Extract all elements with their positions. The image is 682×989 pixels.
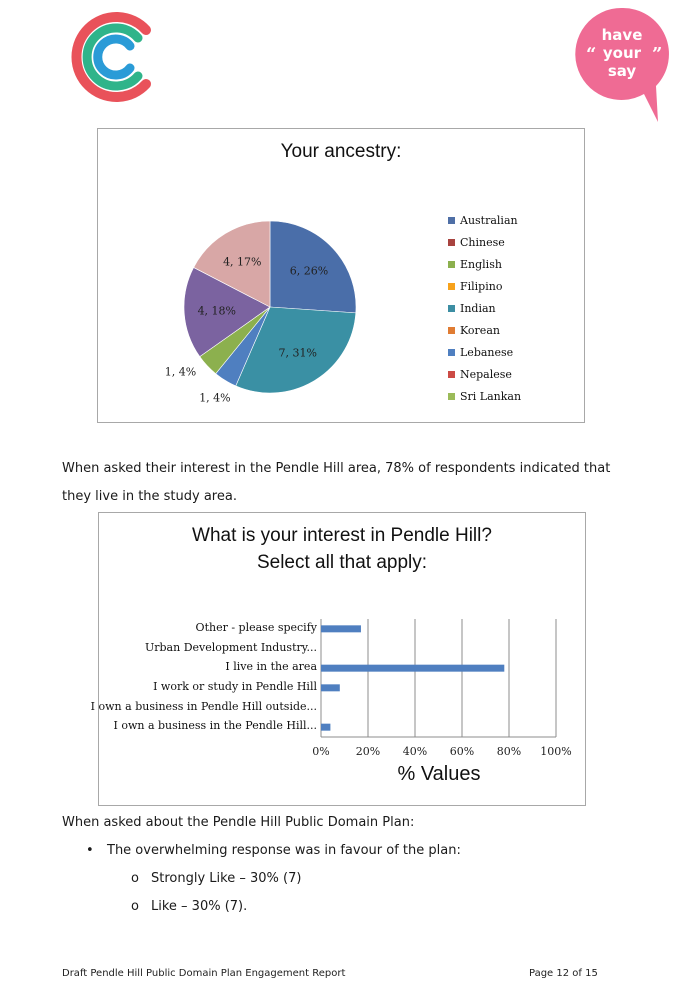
category-label: I own a business in the Pendle Hill...: [113, 719, 317, 733]
svg-text:your: your: [602, 44, 642, 62]
category-label: I work or study in Pendle Hill: [153, 679, 317, 693]
pie-data-label: 6, 26%: [289, 264, 329, 278]
sub-bullet-marker-1: o: [131, 871, 139, 886]
x-tick-label: 80%: [496, 745, 522, 758]
x-tick-label: 0%: [312, 745, 330, 758]
have-your-say-logo: [572, 6, 672, 126]
legend-swatch: [448, 371, 455, 378]
svg-text:have: have: [601, 26, 643, 44]
svg-text:“: “: [586, 44, 597, 65]
interest-chart: [90, 512, 586, 806]
sub-bullet-strongly-like: Strongly Like – 30% (7): [151, 871, 302, 886]
legend-label: Chinese: [460, 235, 505, 249]
legend-swatch: [448, 305, 455, 312]
legend-item: [448, 343, 513, 361]
legend-item: [448, 255, 502, 273]
footer-title: Draft Pendle Hill Public Domain Plan Engagement Report: [62, 968, 346, 979]
bar: [321, 684, 340, 691]
legend-label: Australian: [460, 213, 518, 227]
council-logo: [64, 8, 160, 108]
bar: [321, 724, 330, 731]
interest-axis-title: % Values: [397, 763, 481, 785]
category-label: I own a business in Pendle Hill outside...: [90, 699, 317, 713]
legend-swatch: [448, 283, 455, 290]
pie-data-label: 4, 18%: [197, 304, 237, 318]
legend-label: Sri Lankan: [460, 389, 522, 403]
legend-swatch: [448, 393, 455, 400]
ancestry-legend: [448, 211, 578, 411]
legend-item: [448, 321, 500, 339]
pie-data-label: 4, 17%: [223, 255, 262, 269]
legend-swatch: [448, 349, 455, 356]
bar: [321, 625, 361, 632]
interest-chart-title-2: Select all that apply:: [256, 552, 428, 573]
interest-chart-title-1: What is your interest in Pendle Hill?: [192, 525, 492, 546]
legend-label: Indian: [460, 301, 496, 315]
ancestry-chart-title: Your ancestry:: [280, 141, 402, 162]
legend-item: [448, 277, 502, 295]
pie-data-label: 1, 4%: [164, 365, 197, 379]
x-tick-label: 100%: [540, 745, 572, 758]
legend-item: [448, 387, 521, 405]
ancestry-chart: [97, 128, 585, 423]
interest-category-labels: [90, 513, 321, 805]
pie-data-label: 1, 4%: [199, 391, 231, 405]
bullet-marker: •: [86, 843, 94, 858]
legend-item: [448, 365, 512, 383]
legend-label: Nepalese: [460, 367, 512, 381]
x-tick-label: 20%: [355, 745, 381, 758]
legend-swatch: [448, 327, 455, 334]
sub-bullet-marker-2: o: [131, 899, 139, 914]
svg-text:say: say: [607, 62, 637, 80]
legend-label: Lebanese: [460, 345, 514, 359]
bullet-favour: The overwhelming response was in favour of the plan:: [107, 843, 461, 858]
legend-label: English: [460, 257, 502, 271]
x-tick-label: 60%: [449, 745, 475, 758]
legend-swatch: [448, 261, 455, 268]
svg-text:”: ”: [652, 44, 663, 65]
legend-label: Filipino: [460, 279, 503, 293]
bar: [321, 665, 504, 672]
legend-item: [448, 233, 505, 251]
category-label: Other - please specify: [195, 620, 317, 634]
interest-paragraph: When asked their interest in the Pendle Hill area, 78% of respondents indicated that they live in the study area.: [62, 461, 611, 504]
pie-data-label: 7, 31%: [278, 346, 317, 360]
legend-swatch: [448, 217, 455, 224]
legend-item: [448, 211, 518, 229]
category-label: Urban Development Industry...: [144, 640, 317, 654]
plan-paragraph: When asked about the Pendle Hill Public Domain Plan:: [62, 815, 415, 830]
legend-label: Korean: [460, 323, 500, 337]
page-number: Page 12 of 15: [529, 968, 598, 979]
sub-bullet-like: Like – 30% (7).: [151, 899, 248, 914]
category-label: I live in the area: [225, 660, 317, 674]
legend-item: [448, 299, 496, 317]
x-tick-label: 40%: [402, 745, 428, 758]
legend-swatch: [448, 239, 455, 246]
